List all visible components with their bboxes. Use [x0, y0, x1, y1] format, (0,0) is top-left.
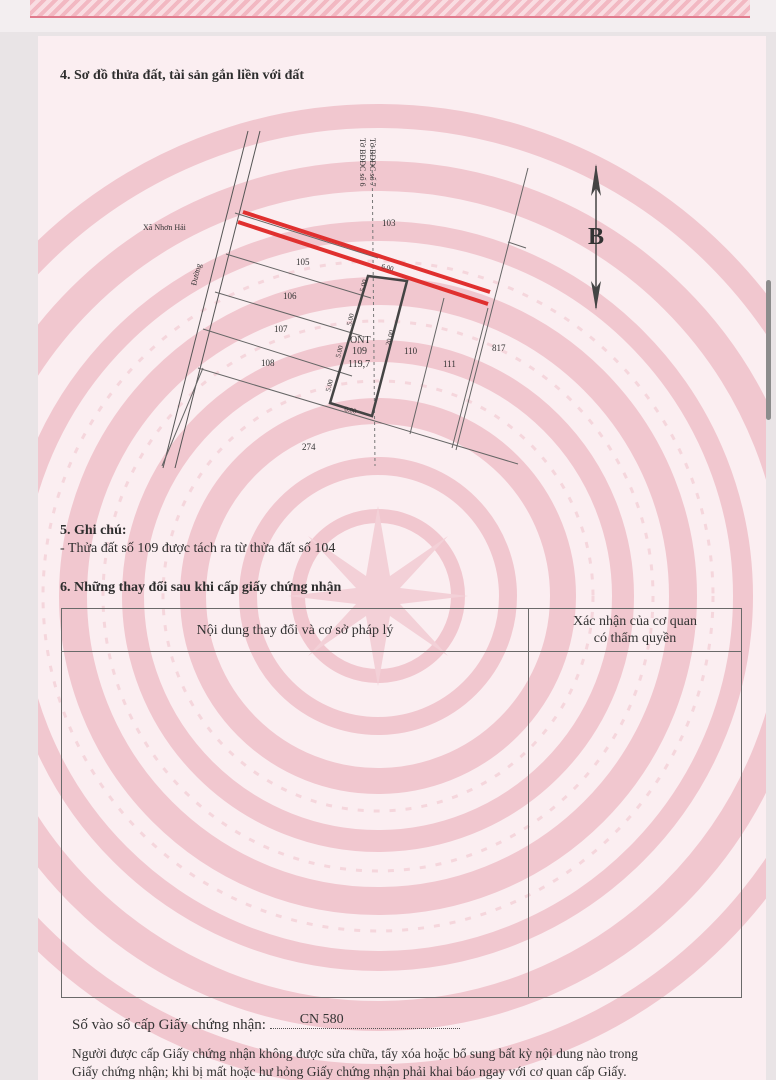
parcel-boundary	[162, 368, 203, 466]
parcel-274-label: 274	[302, 442, 316, 452]
column-header-confirmation	[529, 609, 742, 652]
land-plot-diagram	[38, 36, 766, 506]
certificate-page	[38, 36, 766, 1080]
dimension-left-1: 5.00	[358, 278, 369, 293]
sheet-boundary-line	[372, 146, 375, 466]
parcel-817-label: 817	[492, 343, 506, 353]
parcel-107-label: 107	[274, 324, 288, 334]
scrollbar-thumb[interactable]	[766, 280, 771, 420]
column-header-changes: Nội dung thay đổi và cơ sở pháp lý	[62, 609, 529, 652]
sheet-label-7: Tờ BĐĐC số 7	[368, 138, 377, 187]
parcel-109-area: 119,7	[348, 359, 371, 370]
changes-table	[61, 608, 742, 998]
section-4-title: 4. Sơ đồ thửa đất, tài sản gắn liền với đất	[60, 68, 305, 83]
column-header-confirmation-line2: có thẩm quyền	[593, 631, 677, 646]
dimension-left-4: 5.00	[324, 378, 335, 393]
section-6-title: 6. Những thay đổi sau khi cấp giấy chứng nhận	[60, 580, 342, 595]
parcel-boundary	[198, 368, 518, 464]
footer-warning-line-2: Giấy chứng nhận; khi bị mất hoặc hư hỏng Giấy chứng nhận phải khai báo ngay với cơ quan cấp Giấy.	[72, 1064, 627, 1079]
section-5-note: - Thửa đất số 109 được tách ra từ thửa đất số 104	[60, 541, 336, 556]
footer-warning-line-1: Người được cấp Giấy chứng nhận không được sửa chữa, tẩy xóa hoặc bổ sung bất kỳ nội dung nào trong	[72, 1046, 638, 1061]
road-edge-line	[163, 131, 248, 468]
commune-label: Xã Nhơn Hải	[143, 223, 186, 232]
dimension-right: 20.00	[384, 329, 396, 347]
register-value: CN 580	[299, 1012, 344, 1027]
dimension-left-2: 5.00	[345, 312, 356, 327]
parcel-111-label: 111	[443, 359, 456, 369]
register-number-line	[72, 1014, 460, 1034]
column-header-confirmation-line1: Xác nhận của cơ quan	[572, 614, 697, 629]
road-edge-line	[175, 131, 260, 468]
register-label: Số vào sổ cấp Giấy chứng nhận:	[72, 1017, 266, 1033]
parcel-103-label: 103	[382, 218, 396, 228]
changes-cell	[62, 652, 529, 998]
parcel-boundary	[456, 168, 528, 450]
register-dotted-field	[270, 1014, 460, 1029]
parcel-boundary	[235, 213, 378, 258]
parcel-boundary	[410, 298, 444, 434]
table-header-row	[62, 609, 742, 652]
dimension-bottom: 6.00	[343, 405, 358, 416]
parcel-boundary	[203, 329, 352, 376]
road-label: Đường	[189, 262, 204, 287]
section-5-title: 5. Ghi chú:	[60, 523, 127, 538]
confirmation-cell	[529, 652, 742, 998]
sheet-label-6: Tờ BĐĐC số 6	[358, 138, 367, 187]
north-letter: B	[587, 224, 605, 250]
parcel-110-label: 110	[404, 346, 418, 356]
parcel-105-label: 105	[296, 257, 310, 267]
parcel-109-number: 109	[352, 346, 367, 357]
certificate-top-border	[30, 0, 750, 18]
parcel-boundary	[508, 242, 526, 248]
parcel-109-type: ONT	[350, 335, 371, 346]
dimension-top: 6.00	[380, 262, 395, 274]
parcel-108-label: 108	[261, 358, 275, 368]
parcel-106-label: 106	[283, 291, 297, 301]
table-row	[62, 652, 742, 998]
dimension-left-3: 5.00	[334, 344, 345, 359]
parcel-boundary	[452, 308, 488, 448]
